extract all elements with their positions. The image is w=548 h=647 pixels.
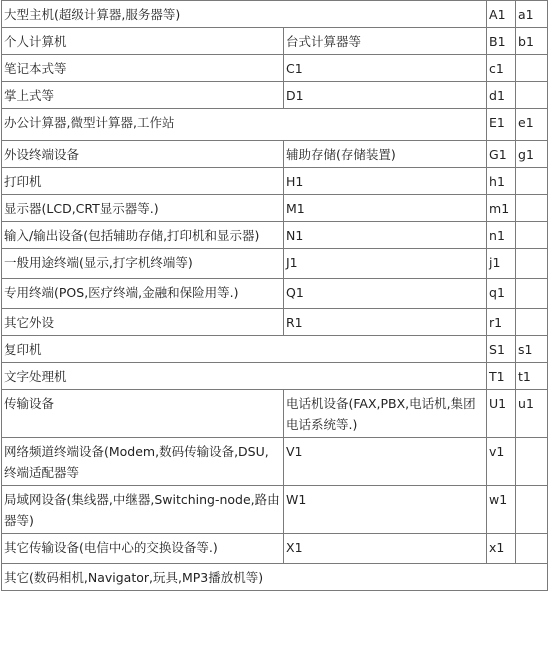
table-row (2, 363, 548, 390)
code-cell: N1 (284, 222, 487, 249)
empty-cell (516, 249, 548, 279)
subcategory-cell: 电话机设备(FAX,PBX,电话机,集团电话系统等.) (284, 390, 487, 438)
code-cell: W1 (284, 486, 487, 534)
category-cell: 一般用途终端(显示,打字机终端等) (2, 249, 284, 279)
subcode-cell: h1 (487, 168, 516, 195)
subcategory-cell: 辅助存储(存储装置) (284, 141, 487, 168)
table-row (2, 249, 548, 279)
subcategory-cell: 台式计算器等 (284, 28, 487, 55)
table-row (2, 195, 548, 222)
subcode-cell: t1 (516, 363, 548, 390)
code-cell: E1 (487, 109, 516, 141)
subcode-cell: n1 (487, 222, 516, 249)
empty-cell (516, 55, 548, 82)
table-row (2, 438, 548, 486)
category-cell: 笔记本式等 (2, 55, 284, 82)
category-cell: 其它外设 (2, 309, 284, 336)
device-classification-table (1, 0, 548, 591)
code-cell: D1 (284, 82, 487, 109)
subcode-cell: v1 (487, 438, 516, 486)
empty-cell (516, 486, 548, 534)
category-cell: 个人计算机 (2, 28, 284, 55)
table-row (2, 109, 548, 141)
table-row (2, 336, 548, 363)
category-cell: 输入/输出设备(包括辅助存储,打印机和显示器) (2, 222, 284, 249)
empty-cell (516, 222, 548, 249)
code-cell: S1 (487, 336, 516, 363)
empty-cell (516, 438, 548, 486)
code-cell: R1 (284, 309, 487, 336)
category-cell: 文字处理机 (2, 363, 487, 390)
subcode-cell: x1 (487, 534, 516, 564)
code-cell: C1 (284, 55, 487, 82)
category-cell: 传输设备 (2, 390, 284, 438)
subcode-cell: b1 (516, 28, 548, 55)
code-cell: X1 (284, 534, 487, 564)
code-cell: H1 (284, 168, 487, 195)
table-row (2, 82, 548, 109)
code-cell: J1 (284, 249, 487, 279)
subcode-cell: s1 (516, 336, 548, 363)
category-cell: 复印机 (2, 336, 487, 363)
subcode-cell: e1 (516, 109, 548, 141)
empty-cell (516, 534, 548, 564)
table-row (2, 141, 548, 168)
code-cell: M1 (284, 195, 487, 222)
table-row (2, 309, 548, 336)
subcode-cell: m1 (487, 195, 516, 222)
code-cell: V1 (284, 438, 487, 486)
empty-cell (516, 195, 548, 222)
category-cell: 其它传输设备(电信中心的交换设备等.) (2, 534, 284, 564)
code-cell: B1 (487, 28, 516, 55)
subcode-cell: g1 (516, 141, 548, 168)
category-cell: 其它(数码相机,Navigator,玩具,MP3播放机等) (2, 564, 548, 591)
category-cell: 大型主机(超级计算器,服务器等) (2, 1, 487, 28)
table-row (2, 168, 548, 195)
subcode-cell: q1 (487, 279, 516, 309)
empty-cell (516, 82, 548, 109)
subcode-cell: u1 (516, 390, 548, 438)
table-row (2, 564, 548, 591)
empty-cell (516, 168, 548, 195)
category-cell: 网络频道终端设备(Modem,数码传输设备,DSU,终端适配器等 (2, 438, 284, 486)
category-cell: 打印机 (2, 168, 284, 195)
empty-cell (516, 309, 548, 336)
table-row (2, 222, 548, 249)
category-cell: 掌上式等 (2, 82, 284, 109)
subcode-cell: j1 (487, 249, 516, 279)
empty-cell (516, 279, 548, 309)
category-cell: 显示器(LCD,CRT显示器等.) (2, 195, 284, 222)
table-row (2, 55, 548, 82)
subcode-cell: r1 (487, 309, 516, 336)
subcode-cell: c1 (487, 55, 516, 82)
code-cell: A1 (487, 1, 516, 28)
code-cell: G1 (487, 141, 516, 168)
table-row (2, 486, 548, 534)
table-row (2, 28, 548, 55)
code-cell: Q1 (284, 279, 487, 309)
subcode-cell: d1 (487, 82, 516, 109)
table-row (2, 1, 548, 28)
category-cell: 办公计算器,微型计算器,工作站 (2, 109, 487, 141)
subcode-cell: w1 (487, 486, 516, 534)
subcode-cell: a1 (516, 1, 548, 28)
category-cell: 局域网设备(集线器,中继器,Switching-node,路由器等) (2, 486, 284, 534)
table-row (2, 279, 548, 309)
code-cell: U1 (487, 390, 516, 438)
code-cell: T1 (487, 363, 516, 390)
table-row (2, 390, 548, 438)
table-row (2, 534, 548, 564)
category-cell: 专用终端(POS,医疗终端,金融和保险用等.) (2, 279, 284, 309)
category-cell: 外设终端设备 (2, 141, 284, 168)
